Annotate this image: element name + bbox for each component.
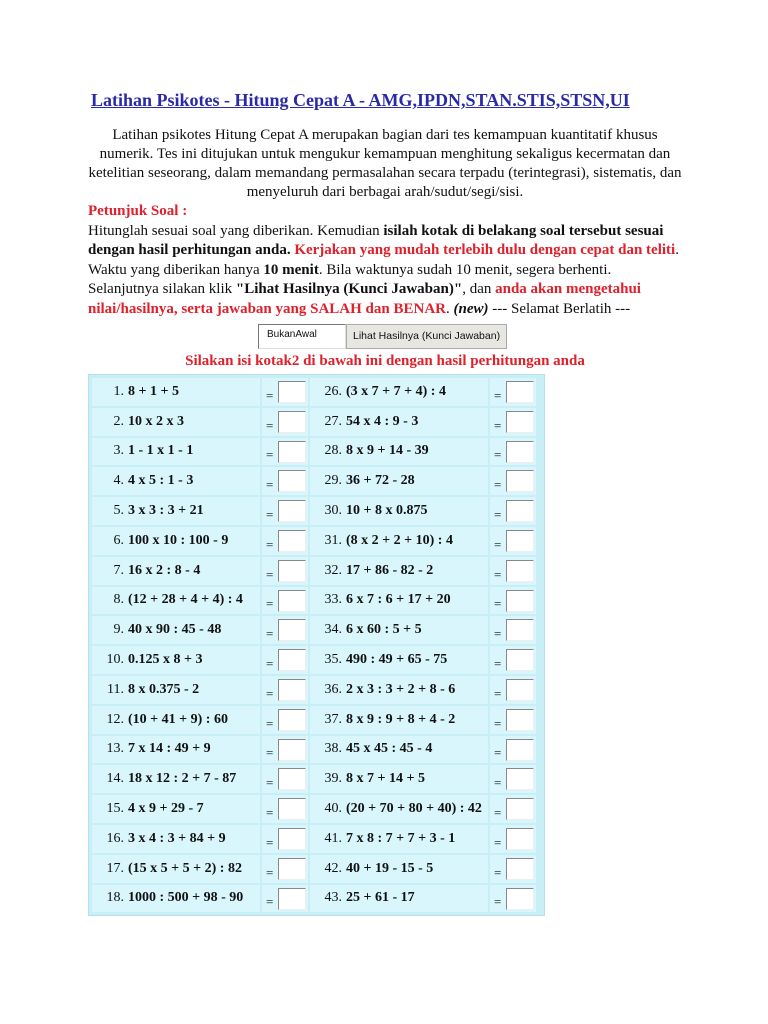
question-number: 18. [106, 890, 124, 906]
question-cell [310, 646, 488, 674]
question-expression: 25 + 61 - 17 [346, 890, 415, 906]
question-cell [92, 795, 260, 823]
question-expression: 6 x 7 : 6 + 17 + 20 [346, 592, 451, 608]
answer-input[interactable] [506, 381, 534, 403]
answer-input[interactable] [506, 709, 534, 731]
table-row [91, 437, 542, 467]
question-expression: 8 x 0.375 - 2 [128, 681, 200, 697]
question-cell [92, 467, 260, 495]
question-cell [310, 467, 488, 495]
equals-sign: = [266, 417, 274, 433]
answer-input[interactable] [506, 560, 534, 582]
question-number: 30. [324, 503, 342, 519]
answer-input[interactable] [506, 500, 534, 522]
answer-cell [262, 885, 308, 913]
answer-cell [490, 765, 536, 793]
answer-input[interactable] [278, 649, 306, 671]
question-number: 27. [324, 413, 342, 429]
question-number: 17. [106, 860, 124, 876]
question-table [88, 374, 545, 916]
question-expression: 0.125 x 8 + 3 [128, 652, 203, 668]
equals-sign: = [494, 894, 502, 910]
equals-sign: = [494, 477, 502, 493]
answer-cell [262, 795, 308, 823]
answer-cell [490, 885, 536, 913]
text: "Lihat Hasilnya (Kunci Jawaban)" [235, 281, 463, 297]
table-row [91, 824, 542, 854]
subheading: Silakan isi kotak2 di bawah ini dengan hasil perhitungan anda [185, 353, 585, 369]
equals-sign: = [494, 626, 502, 642]
controls [258, 324, 682, 349]
answer-input[interactable] [278, 441, 306, 463]
question-cell [92, 378, 260, 406]
question-cell [310, 825, 488, 853]
equals-sign: = [266, 894, 274, 910]
equals-sign: = [266, 685, 274, 701]
text: isilah kotak di belakang soal tersebut sesuai dengan hasil perhitungan anda. [88, 222, 664, 258]
question-number: 39. [324, 771, 342, 787]
answer-cell [262, 467, 308, 495]
question-number: 15. [106, 801, 124, 817]
question-cell [92, 855, 260, 883]
table-row [91, 407, 542, 437]
answer-input[interactable] [506, 441, 534, 463]
answer-cell [262, 438, 308, 466]
question-expression: 100 x 10 : 100 - 9 [128, 532, 229, 548]
question-number: 40. [324, 801, 342, 817]
answer-cell [490, 676, 536, 704]
answer-cell [490, 378, 536, 406]
answer-cell [490, 438, 536, 466]
question-expression: 1 - 1 x 1 - 1 [128, 443, 194, 459]
answer-input[interactable] [278, 679, 306, 701]
table-row [91, 794, 542, 824]
text: 10 menit [263, 261, 319, 278]
question-expression: 3 x 3 : 3 + 21 [128, 503, 204, 519]
answer-cell [490, 706, 536, 734]
answer-cell [262, 676, 308, 704]
instructions [88, 202, 682, 319]
question-cell [310, 795, 488, 823]
answer-input[interactable] [506, 530, 534, 552]
equals-sign: = [266, 715, 274, 731]
question-cell [92, 736, 260, 764]
table-row [91, 615, 542, 645]
question-expression: (3 x 7 + 7 + 4) : 4 [346, 383, 446, 399]
answer-input[interactable] [278, 709, 306, 731]
question-expression: (10 + 41 + 9) : 60 [128, 711, 228, 727]
question-number: 10. [106, 652, 124, 668]
answer-cell [262, 616, 308, 644]
question-cell [92, 825, 260, 853]
question-expression: 8 + 1 + 5 [128, 383, 179, 399]
equals-sign: = [266, 626, 274, 642]
table-row [91, 377, 542, 407]
answer-input[interactable] [506, 888, 534, 910]
question-expression: 4 x 5 : 1 - 3 [128, 473, 194, 489]
equals-sign: = [494, 655, 502, 671]
question-cell [92, 408, 260, 436]
question-expression: (8 x 2 + 2 + 10) : 4 [346, 532, 453, 548]
answer-cell [262, 736, 308, 764]
equals-sign: = [494, 834, 502, 850]
question-expression: 4 x 9 + 29 - 7 [128, 801, 204, 817]
answer-cell [490, 855, 536, 883]
question-cell [310, 855, 488, 883]
equals-sign: = [266, 655, 274, 671]
question-number: 11. [107, 681, 124, 697]
question-expression: 8 x 7 + 14 + 5 [346, 771, 425, 787]
answer-cell [262, 765, 308, 793]
page-title[interactable]: Latihan Psikotes - Hitung Cepat A - AMG,IPDN,STAN.STIS,STSN,UI [91, 90, 630, 110]
answer-input[interactable] [278, 411, 306, 433]
equals-sign: = [494, 417, 502, 433]
answer-cell [262, 497, 308, 525]
text: , dan [462, 281, 496, 297]
question-cell [92, 497, 260, 525]
answer-cell [262, 527, 308, 555]
answer-input[interactable] [278, 381, 306, 403]
answer-input[interactable] [506, 590, 534, 612]
status-field[interactable]: BukanAwal [258, 324, 346, 349]
question-number: 14. [106, 771, 124, 787]
answer-input[interactable] [506, 679, 534, 701]
answer-input[interactable] [278, 590, 306, 612]
table-row [91, 854, 542, 884]
answer-input[interactable] [506, 470, 534, 492]
answer-input[interactable] [278, 470, 306, 492]
question-number: 6. [113, 532, 124, 548]
equals-sign: = [266, 447, 274, 463]
answer-cell [262, 706, 308, 734]
question-expression: 40 + 19 - 15 - 5 [346, 860, 434, 876]
question-expression: 8 x 9 : 9 + 8 + 4 - 2 [346, 711, 456, 727]
text: --- Selamat Berlatih --- [488, 300, 631, 317]
answer-input[interactable] [278, 768, 306, 790]
answer-input[interactable] [278, 858, 306, 880]
answer-cell [490, 557, 536, 585]
text: Hitunglah sesuai soal yang diberikan. Kemudian [88, 222, 384, 239]
question-expression: 18 x 12 : 2 + 7 - 87 [128, 771, 237, 787]
question-cell [92, 557, 260, 585]
table-row [91, 705, 542, 735]
question-cell [310, 616, 488, 644]
answer-input[interactable] [278, 500, 306, 522]
answer-cell [262, 408, 308, 436]
question-cell [92, 676, 260, 704]
answer-cell [262, 378, 308, 406]
text: Kerjakan yang mudah terlebih dulu dengan cepat dan teliti [290, 242, 676, 258]
table-row [91, 466, 542, 496]
question-number: 43. [324, 890, 342, 906]
question-number: 2. [113, 413, 124, 429]
question-expression: 45 x 45 : 45 - 4 [346, 741, 433, 757]
question-number: 28. [324, 443, 342, 459]
question-number: 41. [324, 830, 342, 846]
question-expression: 1000 : 500 + 98 - 90 [128, 890, 244, 906]
equals-sign: = [266, 834, 274, 850]
question-cell [92, 765, 260, 793]
answer-input[interactable] [506, 828, 534, 850]
equals-sign: = [266, 864, 274, 880]
question-expression: 490 : 49 + 65 - 75 [346, 652, 448, 668]
content [88, 126, 682, 916]
question-cell [310, 765, 488, 793]
question-cell [310, 378, 488, 406]
answer-cell [490, 825, 536, 853]
question-expression: 40 x 90 : 45 - 48 [128, 622, 222, 638]
equals-sign: = [266, 804, 274, 820]
question-number: 12. [106, 711, 124, 727]
question-cell [92, 646, 260, 674]
question-expression: 3 x 4 : 3 + 84 + 9 [128, 830, 226, 846]
equals-sign: = [494, 387, 502, 403]
answer-cell [490, 795, 536, 823]
question-cell [92, 587, 260, 615]
answer-cell [490, 408, 536, 436]
table-row [91, 675, 542, 705]
answer-cell [490, 616, 536, 644]
question-number: 31. [324, 532, 342, 548]
equals-sign: = [494, 596, 502, 612]
answer-input[interactable] [278, 530, 306, 552]
equals-sign: = [494, 775, 502, 791]
question-cell [310, 587, 488, 615]
question-expression: 16 x 2 : 8 - 4 [128, 562, 201, 578]
table-row [91, 556, 542, 586]
question-expression: 10 x 2 x 3 [128, 413, 184, 429]
question-number: 1. [113, 383, 124, 399]
table-row [91, 884, 542, 914]
question-number: 32. [324, 562, 342, 578]
question-number: 34. [324, 622, 342, 638]
equals-sign: = [494, 566, 502, 582]
text: anda akan mengetahui nilai/hasilnya, serta jawaban yang SALAH dan BENAR [88, 281, 641, 317]
question-cell [92, 885, 260, 913]
question-cell [310, 408, 488, 436]
answer-input[interactable] [506, 739, 534, 761]
answer-cell [262, 646, 308, 674]
question-cell [92, 706, 260, 734]
question-number: 3. [113, 443, 124, 459]
question-number: 38. [324, 741, 342, 757]
question-cell [310, 706, 488, 734]
question-number: 16. [106, 830, 124, 846]
text: (new) [453, 300, 489, 317]
answer-input[interactable] [506, 768, 534, 790]
answer-input[interactable] [506, 798, 534, 820]
answer-cell [490, 467, 536, 495]
question-number: 4. [113, 473, 124, 489]
answer-input[interactable] [506, 649, 534, 671]
answer-input[interactable] [278, 560, 306, 582]
equals-sign: = [266, 775, 274, 791]
equals-sign: = [266, 387, 274, 403]
question-cell [310, 676, 488, 704]
answer-cell [262, 825, 308, 853]
table-row [91, 645, 542, 675]
question-cell [92, 616, 260, 644]
text: . Waktu yang diberikan hanya [88, 242, 679, 278]
equals-sign: = [494, 715, 502, 731]
table-row [91, 586, 542, 616]
question-expression: (20 + 70 + 80 + 40) : 42 [346, 801, 482, 817]
equals-sign: = [266, 596, 274, 612]
question-cell [310, 497, 488, 525]
equals-sign: = [266, 536, 274, 552]
table-row [91, 526, 542, 556]
question-cell [310, 885, 488, 913]
table-row [91, 764, 542, 794]
question-number: 33. [324, 592, 342, 608]
equals-sign: = [494, 536, 502, 552]
answer-input[interactable] [506, 411, 534, 433]
instructions-heading: Petunjuk Soal : [88, 203, 188, 219]
question-number: 36. [324, 681, 342, 697]
question-cell [310, 557, 488, 585]
question-expression: 36 + 72 - 28 [346, 473, 415, 489]
answer-input[interactable] [278, 888, 306, 910]
question-expression: (15 x 5 + 5 + 2) : 82 [128, 860, 242, 876]
equals-sign: = [494, 745, 502, 761]
answer-input[interactable] [278, 798, 306, 820]
equals-sign: = [494, 864, 502, 880]
equals-sign: = [494, 506, 502, 522]
answer-input[interactable] [278, 619, 306, 641]
answer-cell [490, 736, 536, 764]
intro-paragraph: Latihan psikotes Hitung Cepat A merupakan bagian dari tes kemampuan kuantitatif khusus numerik. Tes ini ditujukan untuk mengukur kemampuan menghitung sekaligus kecermatan dan ketelitian seseorang, dalam memandang permasalahan secara terpadu (terintegrasi), sistematis, dan menyeluruh dari berbagai arah/sudut/segi/sisi. [88, 127, 682, 200]
answer-input[interactable] [506, 858, 534, 880]
question-expression: 7 x 8 : 7 + 7 + 3 - 1 [346, 830, 456, 846]
question-number: 5. [113, 503, 124, 519]
question-cell [92, 438, 260, 466]
answer-cell [262, 587, 308, 615]
question-number: 26. [324, 383, 342, 399]
equals-sign: = [266, 506, 274, 522]
question-number: 35. [324, 652, 342, 668]
answer-input[interactable] [506, 619, 534, 641]
question-expression: 6 x 60 : 5 + 5 [346, 622, 422, 638]
answer-input[interactable] [278, 739, 306, 761]
question-expression: (12 + 28 + 4 + 4) : 4 [128, 592, 243, 608]
question-expression: 10 + 8 x 0.875 [346, 503, 428, 519]
question-number: 37. [324, 711, 342, 727]
answer-cell [262, 855, 308, 883]
answer-cell [490, 497, 536, 525]
answer-cell [490, 646, 536, 674]
question-expression: 8 x 9 + 14 - 39 [346, 443, 429, 459]
question-cell [92, 527, 260, 555]
question-number: 29. [324, 473, 342, 489]
equals-sign: = [494, 804, 502, 820]
equals-sign: = [494, 447, 502, 463]
answer-cell [490, 587, 536, 615]
answer-input[interactable] [278, 828, 306, 850]
show-results-button[interactable]: Lihat Hasilnya (Kunci Jawaban) [346, 324, 507, 349]
equals-sign: = [266, 745, 274, 761]
text: . [446, 300, 454, 317]
table-row [91, 496, 542, 526]
question-number: 13. [106, 741, 124, 757]
answer-cell [490, 527, 536, 555]
question-number: 9. [113, 622, 124, 638]
answer-cell [262, 557, 308, 585]
question-cell [310, 736, 488, 764]
equals-sign: = [266, 477, 274, 493]
equals-sign: = [494, 685, 502, 701]
text: . Bila waktunya sudah 10 menit, segera berhenti. Selanjutnya silakan klik [88, 261, 612, 297]
equals-sign: = [266, 566, 274, 582]
question-expression: 7 x 14 : 49 + 9 [128, 741, 211, 757]
question-number: 8. [113, 592, 124, 608]
question-expression: 54 x 4 : 9 - 3 [346, 413, 419, 429]
question-expression: 2 x 3 : 3 + 2 + 8 - 6 [346, 681, 456, 697]
question-cell [310, 527, 488, 555]
question-number: 7. [113, 562, 124, 578]
question-expression: 17 + 86 - 82 - 2 [346, 562, 434, 578]
question-cell [310, 438, 488, 466]
question-number: 42. [324, 860, 342, 876]
table-row [91, 735, 542, 765]
